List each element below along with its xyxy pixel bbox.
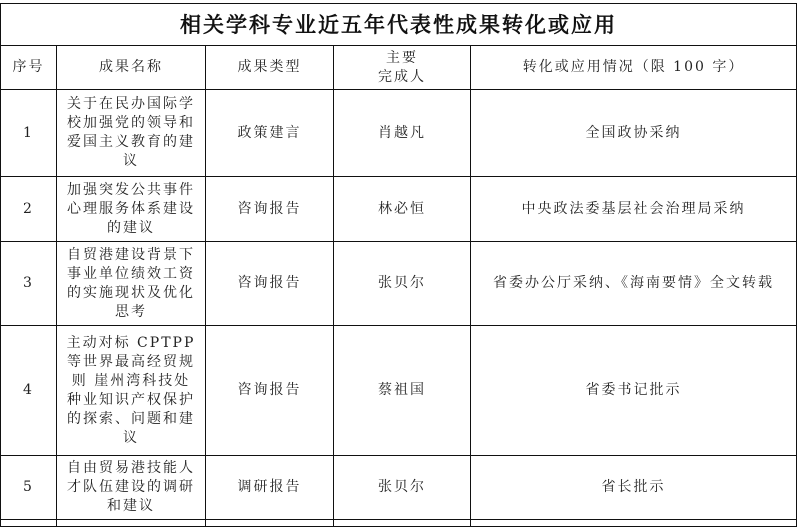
- cell-usage: 中央政法委基层社会治理局采纳: [471, 177, 797, 242]
- header-author-line2: 完成人: [378, 68, 426, 85]
- table-title: 相关学科专业近五年代表性成果转化或应用: [1, 4, 797, 46]
- header-name: 成果名称: [57, 46, 206, 90]
- cell-type: 调研报告: [206, 456, 334, 520]
- cell-author: 蔡祖国: [334, 326, 471, 456]
- cell-usage: 全国政协采纳: [471, 90, 797, 177]
- table-row: [1, 326, 797, 456]
- header-author-line1: 主要: [386, 49, 418, 66]
- cell-author: 肖越凡: [334, 90, 471, 177]
- cell-seq: 5: [1, 456, 57, 520]
- cell-name: [57, 456, 206, 520]
- cell-usage: 省委书记批示: [471, 326, 797, 456]
- cell-name: [57, 242, 206, 326]
- cell-author: 张贝尔: [334, 456, 471, 520]
- cell-name-text: 自贸港建设背景下事业单位绩效工资的实施现状及优化思考: [67, 246, 195, 320]
- table-row: [1, 177, 797, 242]
- cell-seq: 1: [1, 90, 57, 177]
- cell-name: [57, 90, 206, 177]
- table-row: [1, 242, 797, 326]
- cell-name: [57, 177, 206, 242]
- cell-name-text: 自由贸易港技能人才队伍建设的调研和建议: [67, 460, 195, 514]
- cell-name-text: 关于在民办国际学校加强党的领导和爱国主义教育的建议: [67, 96, 195, 169]
- cell-name: [57, 326, 206, 456]
- cell-empty: [471, 520, 797, 527]
- cell-author: 张贝尔: [334, 242, 471, 326]
- cell-seq: 3: [1, 242, 57, 326]
- cell-type: 咨询报告: [206, 177, 334, 242]
- header-type: 成果类型: [206, 46, 334, 90]
- cell-type: 政策建言: [206, 90, 334, 177]
- cell-empty: [57, 520, 206, 527]
- cell-empty: [334, 520, 471, 527]
- achievements-table: [0, 3, 797, 527]
- cell-type: 咨询报告: [206, 242, 334, 326]
- cell-name-text: 主动对标 CPTPP 等世界最高经贸规则 崖州湾科技处种业知识产权保护的探索、问题和建议: [66, 334, 196, 446]
- cell-empty: [206, 520, 334, 527]
- cell-seq: 2: [1, 177, 57, 242]
- cell-seq: 4: [1, 326, 57, 456]
- cell-empty: [1, 520, 57, 527]
- header-author: [334, 46, 471, 90]
- table-row: [1, 456, 797, 520]
- table-row: [1, 90, 797, 177]
- header-seq: 序号: [1, 46, 57, 90]
- table-row-partial: [1, 520, 797, 527]
- cell-author: 林必恒: [334, 177, 471, 242]
- header-usage: 转化或应用情况（限 100 字）: [471, 46, 797, 90]
- cell-name-text: 加强突发公共事件心理服务体系建设的建议: [67, 181, 195, 236]
- cell-usage: 省长批示: [471, 456, 797, 520]
- cell-usage: 省委办公厅采纳、《海南要情》全文转载: [471, 242, 797, 326]
- header-row: [1, 46, 797, 90]
- cell-type: 咨询报告: [206, 326, 334, 456]
